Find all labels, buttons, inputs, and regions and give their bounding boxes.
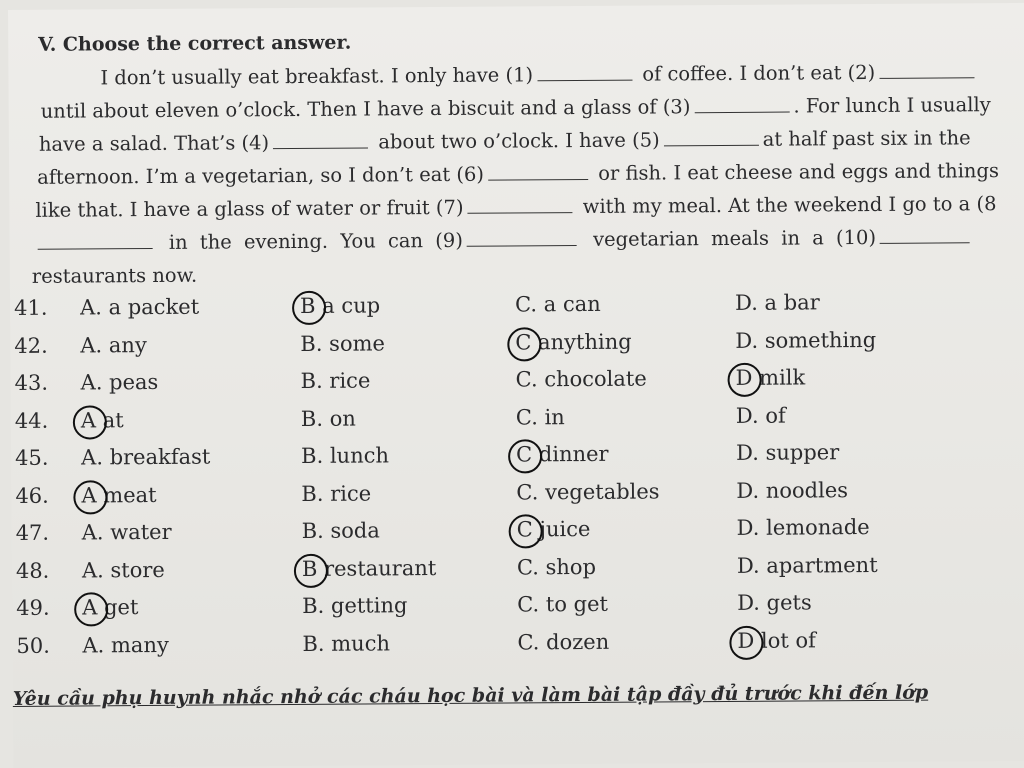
- circled-answer-option: [737, 622, 816, 659]
- option-letter: B.: [301, 518, 324, 543]
- question-number: 47.: [15, 520, 50, 545]
- answer-option: [82, 514, 172, 551]
- option-text: dozen: [539, 629, 610, 654]
- option-letter: A.: [81, 520, 104, 545]
- question-number: 45.: [15, 445, 49, 470]
- question-row: [12, 508, 1024, 551]
- option-text: gets: [759, 590, 812, 615]
- option-letter: B.: [301, 481, 324, 506]
- answer-option: [737, 509, 870, 546]
- option-letter: B.: [300, 331, 323, 356]
- question-number: 42.: [14, 333, 48, 358]
- answer-option: [80, 327, 147, 363]
- option-text: apartment: [759, 552, 878, 578]
- passage-line: restaurants now.: [31, 263, 198, 288]
- option-text: breakfast: [102, 444, 211, 470]
- answer-option: [737, 546, 878, 583]
- option-letter: D.: [736, 440, 759, 465]
- answer-option: [302, 625, 390, 662]
- answer-option: [516, 399, 565, 435]
- circled-answer-option: [735, 359, 805, 395]
- blank-7: [467, 196, 572, 214]
- circled-answer-option: [81, 476, 156, 513]
- question-number: 49.: [16, 595, 50, 620]
- option-letter: C: [515, 324, 531, 360]
- option-text: something: [758, 327, 877, 353]
- passage-line: have a salad. That’s (4) about two o’clock. I have (5) at half past six in the: [38, 126, 971, 156]
- footer-note: Yêu cầu phụ huynh nhắc nhở các cháu học bài và làm bài tập đầy đủ trước khi đến lớp: [12, 681, 929, 710]
- option-letter: D: [735, 360, 752, 396]
- answer-option: [301, 400, 356, 436]
- question-number: 44.: [14, 408, 49, 433]
- option-letter: D.: [735, 403, 759, 428]
- answer-option: [302, 512, 380, 549]
- option-letter: D.: [737, 590, 761, 615]
- question-number: 41.: [13, 295, 48, 320]
- option-text: water: [103, 519, 172, 545]
- option-letter: D.: [736, 478, 760, 503]
- option-text: rice: [323, 480, 372, 506]
- circled-answer-option: [81, 402, 124, 438]
- option-letter: C.: [517, 629, 540, 654]
- blank-6: [488, 163, 588, 181]
- blank-8: [38, 232, 153, 250]
- option-letter: B: [302, 550, 318, 586]
- option-text: in: [537, 404, 565, 429]
- cloze-passage: [30, 55, 1024, 293]
- option-letter: B.: [300, 368, 323, 393]
- option-text: noodles: [759, 477, 849, 503]
- question-row: [10, 283, 1024, 326]
- blank-5: [664, 129, 759, 147]
- option-letter: A.: [81, 445, 104, 470]
- question-number: 50.: [16, 633, 50, 658]
- circled-answer-option: [516, 436, 609, 473]
- option-letter: D.: [736, 515, 760, 540]
- option-text: rice: [322, 368, 371, 393]
- option-letter: D.: [735, 328, 759, 353]
- option-letter: B: [300, 288, 316, 324]
- answer-option: [515, 286, 601, 323]
- answer-option: [301, 437, 389, 474]
- option-letter: C.: [515, 404, 538, 429]
- option-text: any: [102, 332, 147, 357]
- blank-2: [879, 61, 974, 79]
- option-letter: A.: [80, 370, 103, 395]
- answer-option: [82, 626, 169, 663]
- answer-option: [516, 473, 659, 510]
- blank-4: [273, 131, 368, 149]
- question-row: [12, 620, 1024, 663]
- question-number: 46.: [15, 483, 49, 508]
- option-letter: A.: [79, 295, 103, 320]
- option-text: restaurant: [317, 555, 437, 581]
- answer-option: [737, 584, 812, 621]
- passage-line: until about eleven o’clock. Then I have a biscuit and a glass of (3) . For lunch I usually: [40, 93, 991, 123]
- answer-option: [735, 321, 876, 358]
- option-letter: D.: [736, 553, 760, 578]
- section-heading: V. Choose the correct answer.: [38, 31, 352, 56]
- answer-option: [736, 434, 839, 471]
- option-text: on: [322, 406, 356, 431]
- option-letter: C.: [516, 554, 539, 579]
- answer-option: [302, 587, 407, 624]
- question-row: [10, 320, 1024, 363]
- option-text: a can: [536, 291, 601, 317]
- question-number: 43.: [14, 370, 49, 395]
- answer-option: [300, 325, 385, 362]
- option-text: lot of: [754, 627, 816, 653]
- passage-line: I don’t usually eat breakfast. I only have (1) of coffee. I don’t eat (2): [30, 55, 1024, 95]
- option-text: a bar: [757, 290, 820, 315]
- option-text: lemonade: [759, 514, 870, 540]
- option-text: of: [758, 403, 786, 428]
- option-text: a packet: [101, 294, 200, 320]
- option-text: milk: [752, 365, 806, 390]
- option-letter: C: [516, 436, 532, 472]
- option-text: at: [95, 407, 124, 432]
- option-letter: B.: [301, 443, 324, 468]
- option-letter: C.: [514, 292, 538, 317]
- question-row: [12, 545, 1024, 588]
- question-row: [11, 433, 1024, 476]
- option-letter: C.: [515, 367, 538, 392]
- passage-line: like that. I have a glass of water or fruit (7) with my meal. At the weekend I go to a (8: [35, 192, 997, 222]
- option-letter: D: [737, 622, 754, 658]
- option-letter: B.: [302, 593, 325, 618]
- option-letter: A: [81, 477, 96, 513]
- circled-answer-option: [302, 550, 437, 587]
- option-letter: A: [81, 402, 96, 438]
- answer-option: [517, 548, 596, 585]
- option-text: shop: [538, 554, 597, 579]
- option-letter: C.: [517, 592, 540, 617]
- option-text: to get: [539, 591, 608, 617]
- option-letter: B.: [300, 406, 324, 431]
- option-text: get: [97, 595, 139, 620]
- option-text: peas: [102, 369, 159, 395]
- question-row: [11, 470, 1024, 513]
- worksheet-page: [8, 3, 1024, 768]
- answer-option: [515, 361, 646, 398]
- option-text: lunch: [323, 443, 390, 468]
- circled-answer-option: [82, 589, 138, 625]
- option-text: soda: [323, 518, 380, 543]
- option-text: anything: [531, 329, 632, 354]
- blank-9: [467, 229, 577, 247]
- option-text: dinner: [532, 441, 609, 467]
- blank-3: [694, 96, 789, 114]
- option-letter: A: [82, 589, 97, 625]
- option-letter: A.: [81, 557, 104, 582]
- answer-option: [735, 284, 820, 321]
- question-row: [10, 358, 1024, 401]
- answer-option: [80, 364, 158, 401]
- circled-answer-option: [515, 323, 632, 360]
- blank-1: [537, 64, 632, 82]
- circled-answer-option: [517, 511, 591, 548]
- option-letter: B.: [302, 631, 325, 656]
- option-text: juice: [532, 516, 591, 542]
- answer-option: [82, 551, 165, 588]
- question-number: 48.: [15, 558, 50, 583]
- option-text: chocolate: [537, 366, 647, 392]
- option-letter: C: [517, 511, 533, 547]
- answer-option: [301, 475, 371, 511]
- option-text: vegetables: [538, 478, 660, 504]
- option-letter: D.: [734, 290, 758, 315]
- option-text: many: [104, 632, 169, 657]
- option-text: much: [324, 630, 391, 656]
- option-letter: A.: [80, 332, 103, 358]
- option-text: meat: [96, 482, 157, 507]
- answer-option: [517, 623, 609, 660]
- blank-10: [880, 226, 970, 244]
- option-letter: C.: [516, 479, 539, 504]
- answer-option: [81, 439, 210, 476]
- answer-option: [80, 289, 199, 326]
- option-text: supper: [758, 440, 840, 465]
- option-text: a cup: [315, 293, 381, 318]
- option-text: getting: [324, 593, 408, 618]
- question-row: [11, 395, 1024, 438]
- answer-option: [300, 362, 370, 398]
- passage-line: afternoon. I’m a vegetarian, so I don’t eat (6) or fish. I eat cheese and eggs and things: [37, 159, 1000, 189]
- circled-answer-option: [300, 287, 380, 324]
- passage-line: in the evening. You can (9) vegetarian meals in a (10): [32, 220, 1024, 260]
- answer-option: [736, 397, 786, 433]
- question-row: [12, 583, 1024, 626]
- option-text: some: [322, 330, 385, 356]
- answer-option: [736, 472, 848, 509]
- answer-option: [517, 586, 608, 623]
- option-text: store: [103, 557, 165, 582]
- option-letter: A.: [82, 632, 105, 657]
